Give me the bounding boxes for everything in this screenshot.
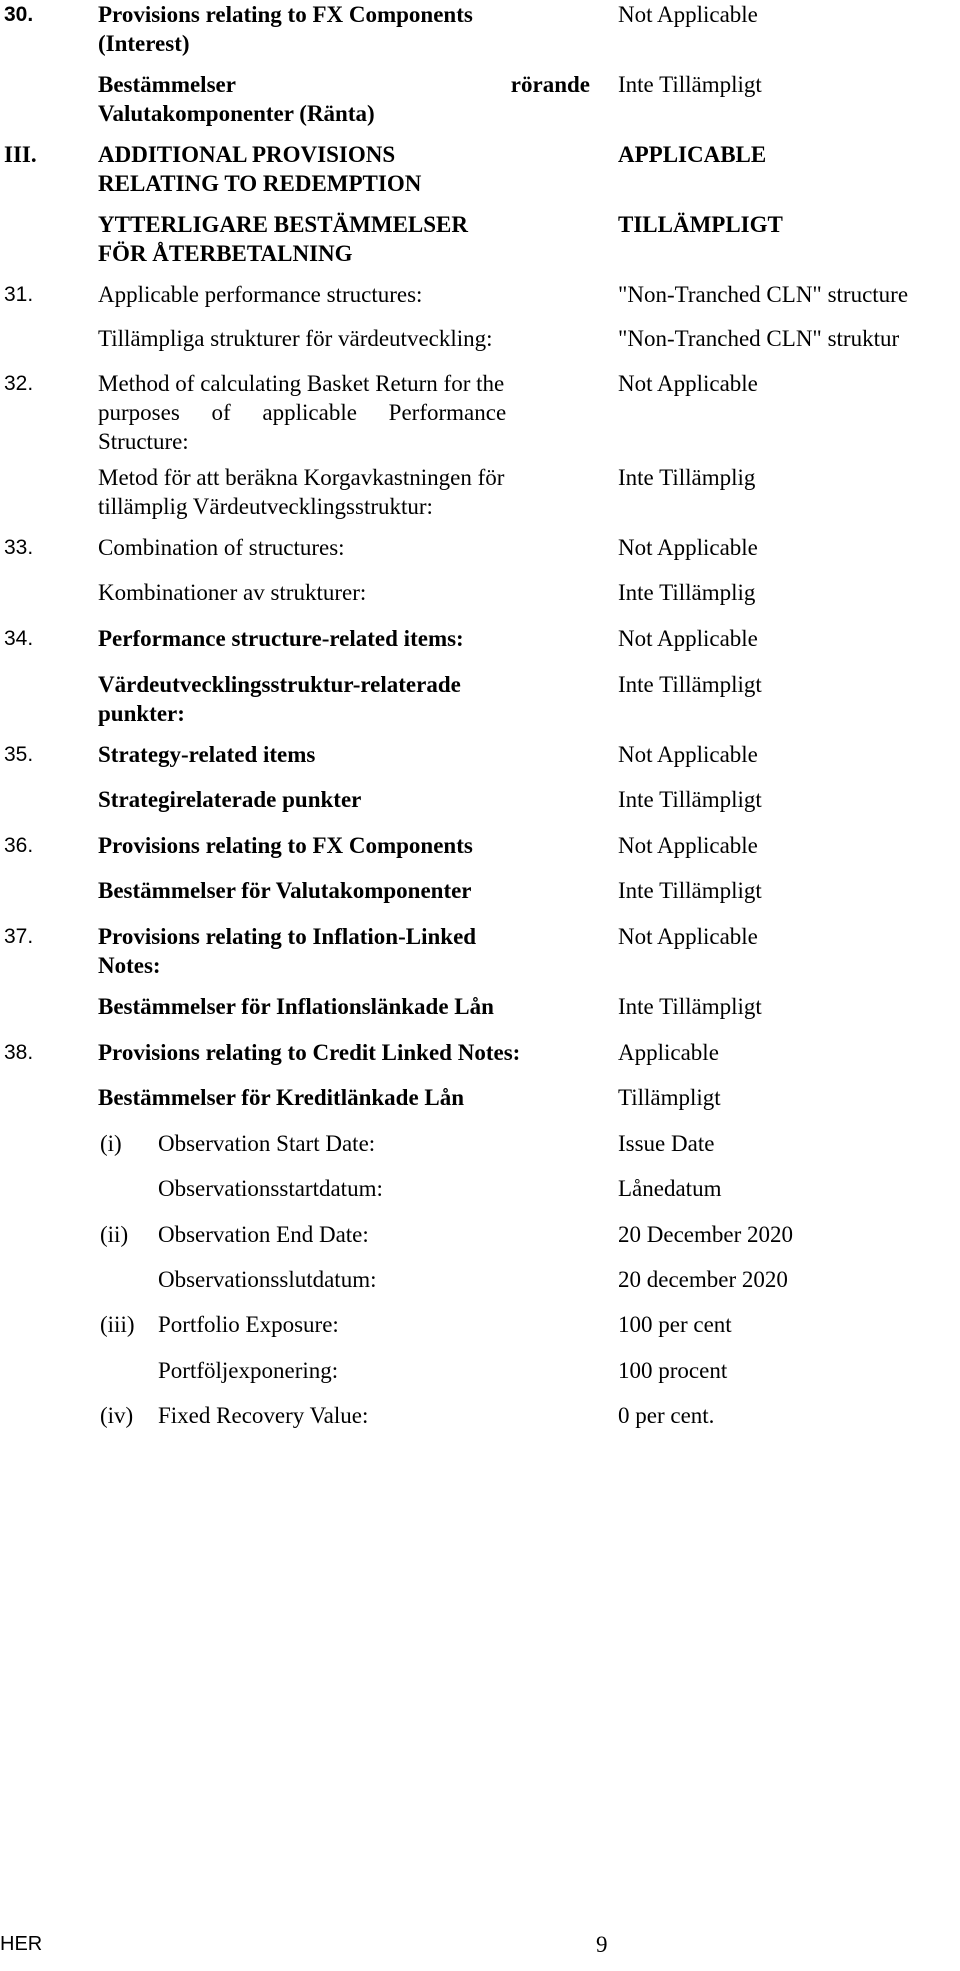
- item-number: 37.: [4, 925, 34, 948]
- item-label-en: Provisions relating to Inflation-Linked: [98, 924, 477, 949]
- item-number: 38.: [4, 1041, 34, 1064]
- item-value-sv: Inte Tillämpligt: [618, 878, 762, 903]
- section-heading-sv-cont: FÖR ÅTERBETALNING: [98, 241, 353, 266]
- item-number: 35.: [4, 743, 34, 766]
- item-label-en: Performance structure-related items:: [98, 626, 464, 651]
- item-value-sv: Tillämpligt: [618, 1085, 721, 1110]
- item-value-sv: Inte Tillämpligt: [618, 994, 762, 1019]
- item-value-en: Applicable: [618, 1040, 719, 1065]
- item-value-en: Not Applicable: [618, 2, 758, 27]
- item-label-sv-cont: Valutakomponenter (Ränta): [98, 101, 375, 126]
- section-heading-en: ADDITIONAL PROVISIONS: [98, 142, 396, 167]
- item-label-en: Provisions relating to FX Components: [98, 2, 473, 27]
- section-number: III.: [4, 142, 37, 167]
- item-value-sv: Inte Tillämplig: [618, 465, 756, 490]
- sub-item-label-sv: Observationsslutdatum:: [158, 1267, 377, 1292]
- section-heading-sv: YTTERLIGARE BESTÄMMELSER: [98, 212, 468, 237]
- sub-item-number: (iii): [100, 1312, 135, 1337]
- item-label-sv: Värdeutvecklingsstruktur-relaterade: [98, 672, 461, 697]
- item-value-en: Not Applicable: [618, 833, 758, 858]
- sub-item-value-en: Issue Date: [618, 1131, 715, 1156]
- sub-item-value-sv: 100 procent: [618, 1358, 728, 1383]
- sub-item-value-en: 0 per cent.: [618, 1403, 715, 1428]
- sub-item-value-sv: Lånedatum: [618, 1176, 722, 1201]
- item-label-sv: Strategirelaterade punkter: [98, 787, 362, 812]
- item-value-sv: Inte Tillämplig: [618, 580, 756, 605]
- sub-item-number: (iv): [100, 1403, 134, 1428]
- item-value-en: "Non-Tranched CLN" structure: [618, 282, 909, 307]
- sub-item-label-en: Portfolio Exposure:: [158, 1312, 339, 1337]
- item-label-sv: Bestämmelser rörande: [98, 72, 590, 97]
- sub-item-label-en: Observation End Date:: [158, 1222, 369, 1247]
- item-number: 31.: [4, 283, 34, 306]
- item-value-en: Not Applicable: [618, 742, 758, 767]
- item-value-sv: Inte Tillämpligt: [618, 72, 762, 97]
- item-label-en: Applicable performance structures:: [98, 282, 423, 307]
- item-label-sv: Metod för att beräkna Korgavkastningen för: [98, 465, 505, 490]
- section-value-sv: TILLÄMPLIGT: [618, 212, 783, 237]
- sub-item-label-en: Fixed Recovery Value:: [158, 1403, 369, 1428]
- section-value-en: APPLICABLE: [618, 142, 767, 167]
- item-number: 36.: [4, 834, 34, 857]
- item-label-sv: Bestämmelser för Kreditlänkade Lån: [98, 1085, 465, 1110]
- item-label-en-cont: (Interest): [98, 31, 190, 56]
- sub-item-value-en: 100 per cent: [618, 1312, 732, 1337]
- item-label-en: Strategy-related items: [98, 742, 316, 767]
- item-number: 32.: [4, 372, 34, 395]
- sub-item-value-en: 20 December 2020: [618, 1222, 793, 1247]
- item-label-sv: Kombinationer av strukturer:: [98, 580, 367, 605]
- item-label-en: Provisions relating to Credit Linked Notes:: [98, 1040, 521, 1065]
- item-value-sv: "Non-Tranched CLN" struktur: [618, 326, 900, 351]
- item-label-sv-cont: punkter:: [98, 701, 185, 726]
- sub-item-label-en: Observation Start Date:: [158, 1131, 376, 1156]
- item-value-sv: Inte Tillämpligt: [618, 672, 762, 697]
- page-number: 9: [596, 1932, 608, 1957]
- item-label-sv: Bestämmelser för Valutakomponenter: [98, 878, 472, 903]
- item-value-en: Not Applicable: [618, 371, 758, 396]
- item-label-sv-cont: tillämplig Värdeutvecklingsstruktur:: [98, 494, 433, 519]
- item-value-sv: Inte Tillämpligt: [618, 787, 762, 812]
- item-label-en-cont: [98, 398, 590, 427]
- section-heading-en-cont: RELATING TO REDEMPTION: [98, 171, 422, 196]
- sub-item-number: (i): [100, 1131, 122, 1156]
- item-label-en: Provisions relating to FX Components: [98, 833, 473, 858]
- item-number: 33.: [4, 536, 34, 559]
- item-value-en: Not Applicable: [618, 626, 758, 651]
- item-label-en: Method of calculating Basket Return for the: [98, 371, 505, 396]
- justified-line: purposes of applicable Performance: [98, 400, 507, 425]
- sub-item-number: (ii): [100, 1222, 129, 1247]
- footer-code: HER: [0, 1933, 43, 1955]
- item-value-en: Not Applicable: [618, 924, 758, 949]
- item-value-en: Not Applicable: [618, 535, 758, 560]
- sub-item-label-sv: Observationsstartdatum:: [158, 1176, 383, 1201]
- item-number: 34.: [4, 627, 34, 650]
- item-label-sv: Tillämpliga strukturer för värdeutveckling:: [98, 326, 493, 351]
- sub-item-value-sv: 20 december 2020: [618, 1267, 788, 1292]
- item-label-en-cont: Notes:: [98, 953, 161, 978]
- item-number: 30.: [4, 3, 34, 26]
- item-label-en-cont: Structure:: [98, 429, 189, 454]
- sub-item-label-sv: Portföljexponering:: [158, 1358, 339, 1383]
- item-label-sv: Bestämmelser för Inflationslänkade Lån: [98, 994, 494, 1019]
- item-label-en: Combination of structures:: [98, 535, 345, 560]
